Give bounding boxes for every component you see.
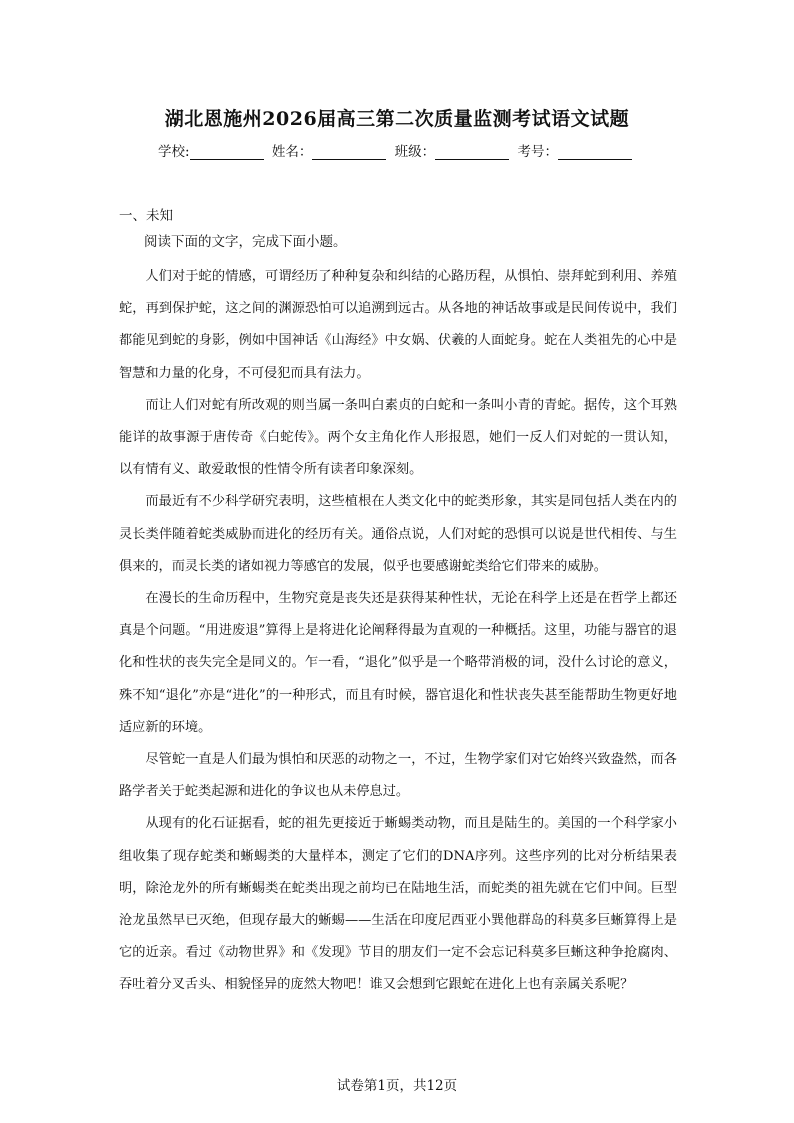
passage-paragraph: 人们对于蛇的情感，可谓经历了种种复杂和纠结的心路历程，从惧怕、崇拜蛇到利用、养殖蛇，再到保护蛇，这之间的渊源恐怕可以追溯到远古。从各地的神话故事或是民间传说中，我们都能见到蛇的身影，例如中国神话《山海经》中女娲、伏羲的人面蛇身。蛇在人类祖先的心中是智慧和力量的化身，不可侵犯而具有法力。 [119,269,677,381]
school-label: 学校: [158,144,190,160]
reading-passage [119,261,677,1002]
exam-number-label: 考号： [517,144,558,160]
name-label: 姓名： [271,144,313,160]
name-blank[interactable] [312,146,386,160]
passage-paragraph: 从现有的化石证据看，蛇的祖先更接近于蜥蜴类动物，而且是陆生的。美国的一个科学家小组收集了现存蛇类和蜥蜴类的大量样本，测定了它们的DNA序列。这些序列的比对分析结果表明，除沧龙外的所有蜥蜴类在蛇类出现之前均已在陆地生活，而蛇类的祖先就在它们中间。巨型沧龙虽然早已灭绝，但现存最大的蜥蜴——生活在印度尼西亚小巽他群岛的科莫多巨蜥算得上是它的近亲。看过《动物世界》和《发现》节目的朋友们一定不会忘记科莫多巨蜥这种争抢腐肉、吞吐着分叉舌头、相貌怪异的庞然大物吧！谁又会想到它跟蛇在进化上也有亲属关系呢？ [119,816,677,993]
exam-title: 湖北恩施州2026届高三第二次质量监测考试语文试题 [164,108,630,130]
class-blank[interactable] [435,146,509,160]
passage-paragraph: 而让人们对蛇有所改观的则当属一条叫白素贞的白蛇和一条叫小青的青蛇。据传，这个耳熟能详的故事源于唐传奇《白蛇传》。两个女主角化作人形报恩，她们一反人们对蛇的一贯认知，以有情有义、敢爱敢恨的性情令所有读者印象深刻。 [119,397,677,478]
passage-paragraph: 尽管蛇一直是人们最为惧怕和厌恶的动物之一，不过，生物学家们对它始终兴致盎然，而各路学者关于蛇类起源和进化的争议也从未停息过。 [119,752,677,800]
exam-number-blank[interactable] [558,146,632,160]
passage-paragraph: 而最近有不少科学研究表明，这些植根在人类文化中的蛇类形象，其实是同包括人类在内的灵长类伴随着蛇类威胁而进化的经历有关。通俗点说，人们对蛇的恐惧可以说是世代相传、与生俱来的，而灵长类的诸如视力等感官的发展，似乎也要感谢蛇类给它们带来的威胁。 [119,494,677,574]
reading-instruction: 阅读下面的文字，完成下面小题。 [144,234,347,250]
section-heading: 一、未知 [119,208,173,224]
page-footer: 试卷第1页，共12页 [336,1078,458,1094]
passage-paragraph: 在漫长的生命历程中，生物究竟是丧失还是获得某种性状，无论在科学上还是在哲学上都还真是个问题。“用进废退”算得上是将进化论阐释得最为直观的一种概括。这里，功能与器官的退化和性状的丧失完全是同义的。乍一看，“退化”似乎是一个略带消极的词，没什么讨论的意义，殊不知“退化”亦是“进化”的一种形式，而且有时候，器官退化和性状丧失甚至能帮助生物更好地适应新的环境。 [119,591,677,735]
school-blank[interactable] [190,146,264,160]
student-info-line [0,140,794,160]
class-label: 班级： [394,144,436,160]
